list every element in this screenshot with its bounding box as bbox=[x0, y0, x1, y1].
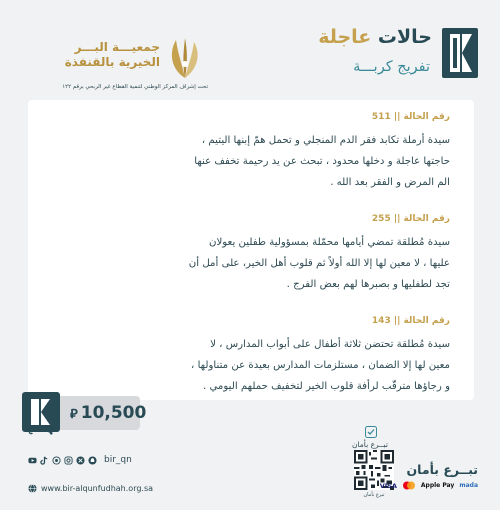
organization-name bbox=[65, 40, 160, 70]
page-subtitle: تفريج كربـــة bbox=[353, 59, 430, 75]
case-line: سيدة مُطلقة تحتضن ثلاثة أطفال على أبواب المدارس ، لا bbox=[210, 339, 450, 350]
globe-icon bbox=[28, 484, 37, 493]
case-line: تجد لطفليها و بصبرها لهم بعض الفرج . bbox=[286, 279, 450, 290]
case-description bbox=[52, 232, 450, 295]
case-line: و رجاؤها مترقّب لرأفة قلوب الخير لتخفيف حملهم اليومي . bbox=[202, 381, 450, 392]
currency-symbol: ⃁ bbox=[70, 406, 78, 422]
case-line: حاجتها عاجلة و دخلها محدود ، تبحث عن يد رحيمة تخفف عنها bbox=[194, 156, 450, 167]
case-number: رقم الحالة || 255 bbox=[371, 214, 450, 224]
qr-label: تبرع بأمان bbox=[363, 492, 385, 498]
case-number: رقم الحالة || 511 bbox=[371, 112, 450, 122]
tiktok-icon[interactable] bbox=[40, 456, 49, 465]
amount-value: 10,500 bbox=[80, 403, 147, 423]
link-icon[interactable] bbox=[28, 426, 37, 435]
x-icon[interactable] bbox=[76, 456, 85, 465]
donate-small-label: تبــرع بأمان bbox=[352, 440, 388, 449]
website-row bbox=[28, 484, 153, 493]
page-title bbox=[318, 26, 432, 48]
case-description bbox=[52, 334, 450, 397]
social-handle[interactable]: bir_qn bbox=[104, 455, 132, 465]
youtube-icon[interactable] bbox=[28, 456, 37, 465]
share-icon[interactable] bbox=[44, 426, 53, 435]
case-description bbox=[52, 130, 450, 193]
social-links bbox=[28, 455, 132, 465]
case-line: سيدة أرملة تكابد فقر الدم المنجلي و تحمل همّ إبنها اليتيم ، bbox=[201, 135, 450, 146]
case-line: سيدة مُطلقة تمضي أيامها محمّلة بمسؤولية طفلين يعولان bbox=[208, 237, 450, 248]
org-name-line1: جمعيـــة البـــر bbox=[74, 40, 160, 54]
header bbox=[0, 0, 500, 98]
payment-methods bbox=[380, 481, 478, 490]
visa-icon: VISA bbox=[379, 481, 397, 490]
footer-icons-top bbox=[28, 426, 53, 435]
organization-note: تحت إشراف المركز الوطني لتنمية القطاع غير الربحي برقم ١٢٢ bbox=[62, 84, 208, 90]
title-main: حالات bbox=[377, 26, 432, 48]
cases-card bbox=[28, 100, 474, 400]
instagram-icon[interactable] bbox=[64, 456, 73, 465]
case-line: معين لها إلا الضمان ، مستلزمات المدارس بعيدة عن متناولها ، bbox=[191, 360, 450, 371]
org-name-line2: الخيرية بالقنفذة bbox=[64, 55, 160, 69]
check-badge-icon bbox=[365, 426, 377, 438]
title-accent: عاجلة bbox=[318, 26, 372, 48]
amount-badge bbox=[28, 396, 147, 430]
mastercard-icon bbox=[402, 481, 416, 490]
website-link[interactable]: www.bir-alqunfudhah.org.sa bbox=[41, 484, 154, 493]
snapchat-icon[interactable] bbox=[88, 456, 97, 465]
organization-block bbox=[28, 34, 208, 94]
donate-title: تبــرع بأمان bbox=[406, 462, 478, 477]
whatsapp-icon[interactable] bbox=[52, 456, 61, 465]
geometric-k-logo-icon bbox=[442, 28, 478, 78]
wheat-leaf-logo-icon bbox=[162, 34, 208, 82]
mada-icon: mada bbox=[459, 482, 478, 489]
apple-pay-icon: Apple Pay bbox=[420, 482, 455, 489]
case-line: الم المرض و الفقر بعد الله . bbox=[330, 177, 450, 188]
case-line: عليها ، لا معين لها إلا الله أولاً ثم قلوب أهل الخير، على أمل أن bbox=[188, 258, 450, 269]
case-number: رقم الحالة || 143 bbox=[371, 316, 450, 326]
